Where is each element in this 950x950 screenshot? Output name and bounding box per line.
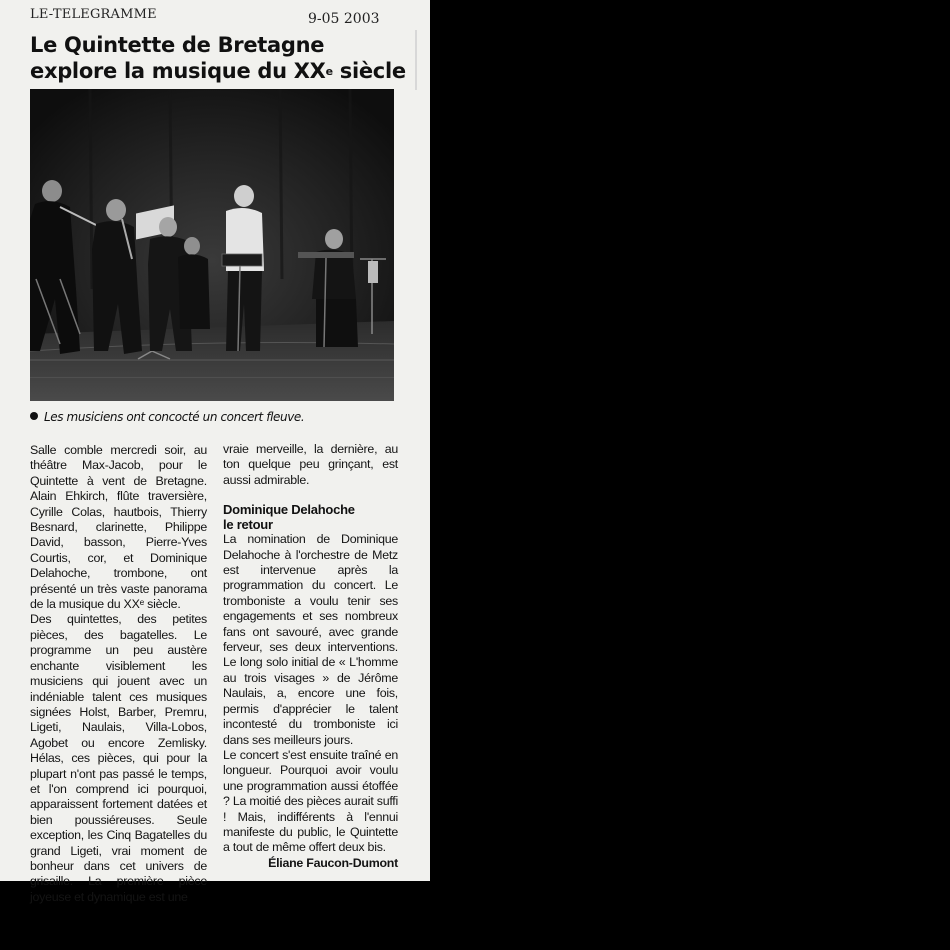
publication-date: 9-05 2003 bbox=[308, 11, 380, 27]
newspaper-clipping bbox=[0, 0, 430, 904]
author-signature: Éliane Faucon-Dumont bbox=[268, 855, 398, 870]
headline-line-2: explore la musique du XX bbox=[30, 59, 326, 83]
concert-photo bbox=[30, 89, 394, 401]
bullet-icon bbox=[30, 412, 38, 420]
photo-caption-text: Les musiciens ont concocté un concert fleuve. bbox=[44, 410, 305, 424]
article-headline bbox=[30, 32, 425, 84]
right-paragraph-2: La nomination de Dominique Delahoche à l'orchestre de Metz est intervenue après la programmation du concert. Le tromboniste a voulu tenir ses engagements et ses nombreux fans ont savouré, avec grande ferveur, ses deux interventions. Le long solo initial de « L'homme au trois visages » de Jérôme Naulais, a, encore une fois, permis d'apprécier le talent incontesté du tromboniste ici dans ses meilleurs jours. bbox=[223, 532, 398, 747]
left-paragraph-1: Salle comble mercredi soir, au théâtre Max-Jacob, pour le Quintette à vent de Bretagne. Alain Ehkirch, flûte traversière, Cyrille Colas, hautbois, Thierry Besnard, clarinette, Philippe David, basson, Pierre-Yves Courtis, cor, et Dominique Delahoche, trombone, ont présenté un très vaste panorama de la musique du XXᵉ siècle. bbox=[30, 443, 207, 612]
subheading-line-2: le retour bbox=[223, 517, 273, 533]
headline-line-2-end: siècle bbox=[332, 59, 406, 83]
newspaper-masthead: LE-TELEGRAMME bbox=[30, 7, 157, 22]
photo-caption bbox=[30, 410, 304, 424]
article-column-left bbox=[30, 443, 207, 905]
left-paragraph-2: Des quintettes, des petites pièces, des bagatelles. Le programme un peu austère enchante visiblement les musiciens qui jouent avec un indéniable talent ces musiques signées Holst, Barber, Premru, Ligeti, Naulais, Villa-Lobos, Agobet ou encore Zemlisky. Hélas, ces pièces, qui pour la plupart n'ont pas passé le temps, et l'on comprend ici pourquoi, apparaissent fortement datées et bien poussiéreuses. Seule exception, les Cinq Bagatelles du grand Ligeti, vrai moment de bonheur dans cet univers de grisaille. La première pièce joyeuse et dynamique est une bbox=[30, 612, 207, 904]
headline-line-1: Le Quintette de Bretagne bbox=[30, 33, 325, 57]
section-subheading bbox=[223, 502, 398, 532]
right-paragraph-1: vraie merveille, la dernière, au ton quelque peu grinçant, est aussi admirable. bbox=[223, 442, 398, 487]
headline-superscript: e bbox=[325, 65, 333, 78]
right-paragraph-3: Le concert s'est ensuite traîné en longueur. Pourquoi avoir voulu une programmation aussi étoffée ? La moitié des pièces aurait suffi ! Mais, indifférents à l'ennui manifeste du public, le Quintette a tout de même offert deux bis. bbox=[223, 747, 398, 855]
subheading-line-1: Dominique Delahoche bbox=[223, 502, 355, 518]
concert-photo-image bbox=[30, 89, 394, 401]
article-column-right bbox=[223, 442, 398, 871]
